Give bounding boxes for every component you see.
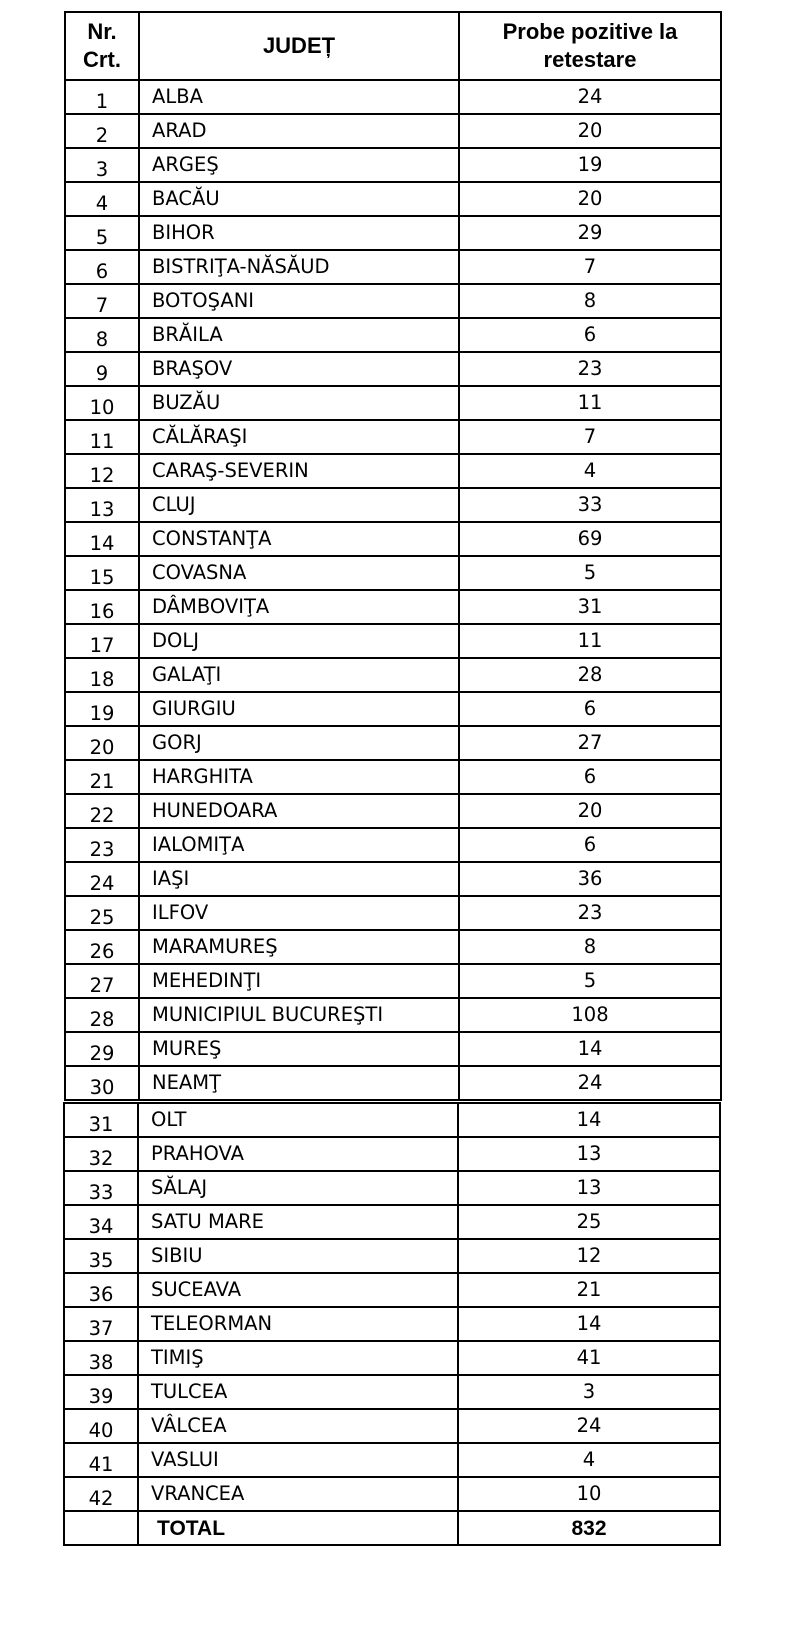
table-row: [64, 1239, 720, 1273]
county-name-cell: MARAMUREŞ: [139, 930, 459, 964]
table-row: [65, 386, 721, 420]
positive-count-cell: 11: [459, 624, 721, 658]
positive-count-cell: 13: [458, 1171, 720, 1205]
table-row: [65, 80, 721, 114]
table-row: [65, 896, 721, 930]
row-number-cell: 14: [65, 522, 139, 556]
county-name-cell: DÂMBOVIŢA: [139, 590, 459, 624]
table-row: [65, 352, 721, 386]
positive-count-cell: 4: [459, 454, 721, 488]
table-row: [65, 284, 721, 318]
county-name-cell: GIURGIU: [139, 692, 459, 726]
county-name-cell: BOTOŞANI: [139, 284, 459, 318]
county-name-cell: OLT: [138, 1103, 458, 1137]
row-number-cell: 36: [64, 1273, 138, 1307]
positive-count-cell: 24: [458, 1409, 720, 1443]
county-name-cell: PRAHOVA: [138, 1137, 458, 1171]
row-number-cell: 3: [65, 148, 139, 182]
positive-count-cell: 14: [458, 1103, 720, 1137]
row-number-cell: 27: [65, 964, 139, 998]
table-body-part-2: [64, 1103, 720, 1545]
positive-count-cell: 8: [459, 284, 721, 318]
row-number-cell: 37: [64, 1307, 138, 1341]
county-name-cell: TIMIŞ: [138, 1341, 458, 1375]
positive-count-cell: 6: [459, 692, 721, 726]
table-header-row: [65, 12, 721, 80]
positive-count-cell: 20: [459, 182, 721, 216]
table-row: [65, 454, 721, 488]
table-row: [65, 760, 721, 794]
column-header-value: [459, 12, 721, 80]
county-name-cell: NEAMŢ: [139, 1066, 459, 1100]
positive-count-cell: 6: [459, 828, 721, 862]
positive-count-cell: 14: [458, 1307, 720, 1341]
positive-count-cell: 6: [459, 760, 721, 794]
county-name-cell: BACĂU: [139, 182, 459, 216]
county-name-cell: VÂLCEA: [138, 1409, 458, 1443]
row-number-cell: 31: [64, 1103, 138, 1137]
table-body-part-1: [65, 80, 721, 1100]
table-row: [65, 1066, 721, 1100]
county-name-cell: GORJ: [139, 726, 459, 760]
table-row: [65, 794, 721, 828]
county-name-cell: SATU MARE: [138, 1205, 458, 1239]
row-number-cell: 28: [65, 998, 139, 1032]
table-row: [64, 1409, 720, 1443]
table-row: [64, 1171, 720, 1205]
table-row: [65, 590, 721, 624]
row-number-cell: 22: [65, 794, 139, 828]
positive-count-cell: 25: [458, 1205, 720, 1239]
row-number-cell: 35: [64, 1239, 138, 1273]
positive-count-cell: 7: [459, 420, 721, 454]
positive-count-cell: 14: [459, 1032, 721, 1066]
table-row: [64, 1477, 720, 1511]
table-row: [65, 318, 721, 352]
table-row: [65, 522, 721, 556]
row-number-cell: 17: [65, 624, 139, 658]
county-name-cell: IALOMIŢA: [139, 828, 459, 862]
county-name-cell: MUNICIPIUL BUCUREŞTI: [139, 998, 459, 1032]
positive-count-cell: 24: [459, 1066, 721, 1100]
column-header-judet: [139, 12, 459, 80]
table-row: [64, 1341, 720, 1375]
table-row: [65, 148, 721, 182]
table-row: [65, 964, 721, 998]
table-row: [65, 862, 721, 896]
table-row: [65, 556, 721, 590]
column-header-nr: [65, 12, 139, 80]
county-name-cell: VASLUI: [138, 1443, 458, 1477]
positive-count-cell: 36: [459, 862, 721, 896]
results-table-part-1: [64, 11, 722, 1101]
total-empty-cell: [64, 1511, 138, 1545]
county-name-cell: CĂLĂRAŞI: [139, 420, 459, 454]
county-name-cell: ARAD: [139, 114, 459, 148]
row-number-cell: 26: [65, 930, 139, 964]
row-number-cell: 19: [65, 692, 139, 726]
positive-count-cell: 5: [459, 964, 721, 998]
table-row: [65, 692, 721, 726]
row-number-cell: 7: [65, 284, 139, 318]
row-number-cell: 34: [64, 1205, 138, 1239]
column-header-judet-text: JUDEȚ: [262, 32, 336, 58]
total-row: [64, 1511, 720, 1545]
positive-count-cell: 19: [459, 148, 721, 182]
row-number-cell: 18: [65, 658, 139, 692]
table-row: [65, 250, 721, 284]
table-row: [65, 828, 721, 862]
county-name-cell: COVASNA: [139, 556, 459, 590]
county-name-cell: TULCEA: [138, 1375, 458, 1409]
positive-count-cell: 29: [459, 216, 721, 250]
table-row: [65, 658, 721, 692]
positive-count-cell: 41: [458, 1341, 720, 1375]
positive-count-cell: 24: [459, 80, 721, 114]
row-number-cell: 2: [65, 114, 139, 148]
table-row: [65, 1032, 721, 1066]
row-number-cell: 21: [65, 760, 139, 794]
county-name-cell: BRĂILA: [139, 318, 459, 352]
positive-count-cell: 21: [458, 1273, 720, 1307]
county-name-cell: HARGHITA: [139, 760, 459, 794]
table-row: [65, 726, 721, 760]
positive-count-cell: 20: [459, 794, 721, 828]
positive-count-cell: 4: [458, 1443, 720, 1477]
row-number-cell: 4: [65, 182, 139, 216]
table-row: [64, 1137, 720, 1171]
county-name-cell: MUREŞ: [139, 1032, 459, 1066]
county-name-cell: BRAŞOV: [139, 352, 459, 386]
row-number-cell: 16: [65, 590, 139, 624]
positive-count-cell: 10: [458, 1477, 720, 1511]
table-row: [65, 114, 721, 148]
row-number-cell: 8: [65, 318, 139, 352]
results-table-part-2: [63, 1102, 721, 1546]
county-name-cell: TELEORMAN: [138, 1307, 458, 1341]
table-row: [65, 624, 721, 658]
county-name-cell: CONSTANŢA: [139, 522, 459, 556]
positive-count-cell: 5: [459, 556, 721, 590]
positive-count-cell: 108: [459, 998, 721, 1032]
county-name-cell: BUZĂU: [139, 386, 459, 420]
positive-count-cell: 8: [459, 930, 721, 964]
row-number-cell: 1: [65, 80, 139, 114]
row-number-cell: 39: [64, 1375, 138, 1409]
row-number-cell: 5: [65, 216, 139, 250]
row-number-cell: 42: [64, 1477, 138, 1511]
positive-count-cell: 13: [458, 1137, 720, 1171]
county-name-cell: ALBA: [139, 80, 459, 114]
table-row: [65, 420, 721, 454]
positive-count-cell: 33: [459, 488, 721, 522]
table-row: [65, 488, 721, 522]
county-name-cell: ILFOV: [139, 896, 459, 930]
positive-count-cell: 11: [459, 386, 721, 420]
positive-count-cell: 3: [458, 1375, 720, 1409]
row-number-cell: 38: [64, 1341, 138, 1375]
county-name-cell: DOLJ: [139, 624, 459, 658]
total-label: TOTAL: [138, 1511, 458, 1545]
table-row: [65, 182, 721, 216]
county-name-cell: VRANCEA: [138, 1477, 458, 1511]
positive-count-cell: 28: [459, 658, 721, 692]
row-number-cell: 40: [64, 1409, 138, 1443]
row-number-cell: 10: [65, 386, 139, 420]
row-number-cell: 12: [65, 454, 139, 488]
table-row: [64, 1307, 720, 1341]
county-name-cell: ARGEŞ: [139, 148, 459, 182]
county-name-cell: HUNEDOARA: [139, 794, 459, 828]
row-number-cell: 24: [65, 862, 139, 896]
positive-count-cell: 12: [458, 1239, 720, 1273]
table-row: [65, 998, 721, 1032]
county-name-cell: BIHOR: [139, 216, 459, 250]
row-number-cell: 33: [64, 1171, 138, 1205]
row-number-cell: 23: [65, 828, 139, 862]
county-name-cell: SĂLAJ: [138, 1171, 458, 1205]
table-row: [64, 1273, 720, 1307]
county-name-cell: BISTRIŢA-NĂSĂUD: [139, 250, 459, 284]
positive-count-cell: 6: [459, 318, 721, 352]
county-name-cell: CLUJ: [139, 488, 459, 522]
row-number-cell: 25: [65, 896, 139, 930]
table-row: [64, 1205, 720, 1239]
county-name-cell: SUCEAVA: [138, 1273, 458, 1307]
positive-count-cell: 31: [459, 590, 721, 624]
row-number-cell: 20: [65, 726, 139, 760]
total-value: 832: [458, 1511, 720, 1545]
column-header-nr-text: Nr. Crt.: [83, 18, 121, 72]
positive-count-cell: 23: [459, 352, 721, 386]
positive-count-cell: 20: [459, 114, 721, 148]
row-number-cell: 41: [64, 1443, 138, 1477]
row-number-cell: 9: [65, 352, 139, 386]
row-number-cell: 32: [64, 1137, 138, 1171]
positive-count-cell: 23: [459, 896, 721, 930]
row-number-cell: 29: [65, 1032, 139, 1066]
table-row: [64, 1443, 720, 1477]
positive-count-cell: 27: [459, 726, 721, 760]
positive-count-cell: 7: [459, 250, 721, 284]
row-number-cell: 13: [65, 488, 139, 522]
row-number-cell: 15: [65, 556, 139, 590]
county-name-cell: SIBIU: [138, 1239, 458, 1273]
column-header-value-text: Probe pozitive la retestare: [502, 18, 678, 72]
county-name-cell: CARAŞ-SEVERIN: [139, 454, 459, 488]
county-name-cell: MEHEDINŢI: [139, 964, 459, 998]
county-name-cell: GALAŢI: [139, 658, 459, 692]
county-name-cell: IAŞI: [139, 862, 459, 896]
positive-count-cell: 69: [459, 522, 721, 556]
row-number-cell: 11: [65, 420, 139, 454]
row-number-cell: 6: [65, 250, 139, 284]
table-row: [64, 1375, 720, 1409]
table-row: [65, 930, 721, 964]
table-row: [64, 1103, 720, 1137]
table-row: [65, 216, 721, 250]
row-number-cell: 30: [65, 1066, 139, 1100]
